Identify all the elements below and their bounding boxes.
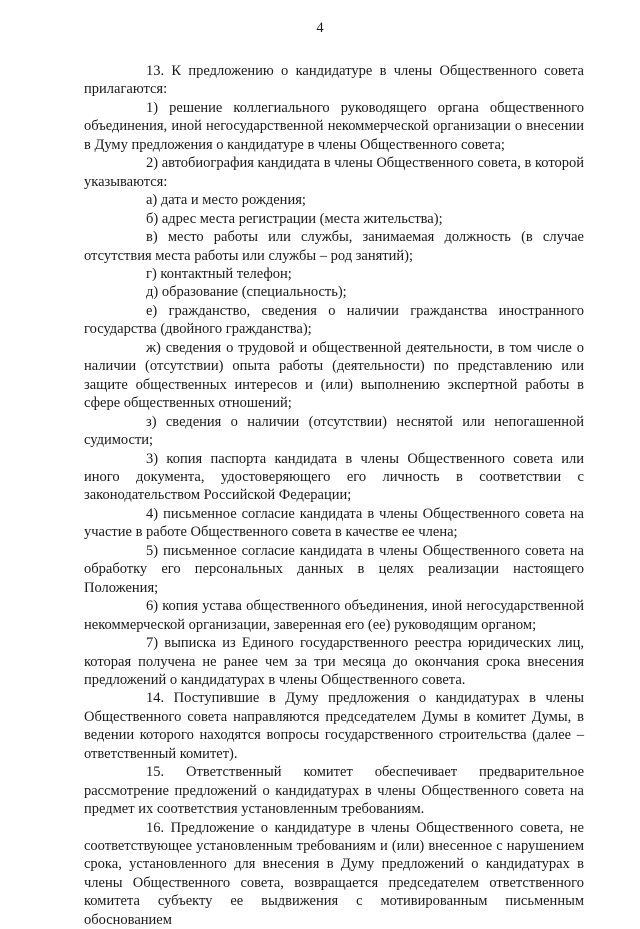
list-item-7: 7) выписка из Единого государственного реестра юридических лиц, которая получена не ранее чем за три месяца до окончания срока внесения предложений о кандидатурах в члены Общественного совета. [84,635,584,688]
paragraph-13: 13. К предложению о кандидатуре в члены Общественного совета прилагаются: [84,63,584,98]
page-number: 4 [316,20,324,36]
sub-item-b: б) адрес места регистрации (места жительства); [146,210,443,227]
list-item-3: 3) копия паспорта кандидата в члены Общественного совета или иного документа, удостоверяющего его личность в соответствии с законодательством Российской Федерации; [84,450,584,504]
sub-item-z: з) сведения о наличии (отсутствии) неснятой или непогашенной судимости; [84,413,584,449]
paragraph-15: 15. Ответственный комитет обеспечивает предварительное рассмотрение предложений о кандидатурах в члены Общественного совета на предмет их соответствия установленным требованиям. [84,764,584,818]
sub-item-a: а) дата и место рождения; [146,192,306,209]
list-item-2: 2) автобиография кандидата в члены Общественного совета, в которой указываются: [84,155,584,190]
list-item-1: 1) решение коллегиального руководящего органа общественного объединения, иной негосударственной некоммерческой организации о внесении в Думу предложения о кандидатуре в члены Общественного совета; [84,99,584,153]
sub-item-d: д) образование (специальность); [146,284,347,301]
sub-item-v: в) место работы или службы, занимаемая должность (в случае отсутствия места работы или службы – род занятий); [84,229,584,264]
sub-item-g: г) контактный телефон; [146,265,292,282]
paragraph-16: 16. Предложение о кандидатуре в члены Общественного совета, не соответствующее установленным требованиям и (или) внесенное с нарушением срока, установленного для внесения в Думу предложений о кандидатурах в члены Общественного совета, возвращается председателем ответственного комитета субъекту ее выдвижения с мотивированным письменным обоснованием [84,819,584,928]
paragraph-14: 14. Поступившие в Думу предложения о кандидатурах в члены Общественного совета направляются председателем Думы в комитет Думы, в ведении которого находятся вопросы государственного строительства (далее – ответственный комитет). [84,690,584,762]
sub-item-e: е) гражданство, сведения о наличии гражданства иностранного государства (двойного гражданства); [84,302,584,338]
list-item-6: 6) копия устава общественного объединения, иной негосударственной некоммерческой организации, заверенная его (ее) руководящим органом; [84,598,584,633]
sub-item-zh: ж) сведения о трудовой и общественной деятельности, в том числе о наличии (отсутствии) опыта работы (деятельности) по представлению или защите общественных интересов и (или) выполнению экспертной работы в сфере общественных отношений; [84,339,584,412]
list-item-4: 4) письменное согласие кандидата в члены Общественного совета на участие в работе Общественного совета в качестве ее члена; [84,505,584,541]
document-body [84,62,584,929]
list-item-5: 5) письменное согласие кандидата в члены Общественного совета на обработку его персональных данных в целях реализации настоящего Положения; [84,542,584,596]
